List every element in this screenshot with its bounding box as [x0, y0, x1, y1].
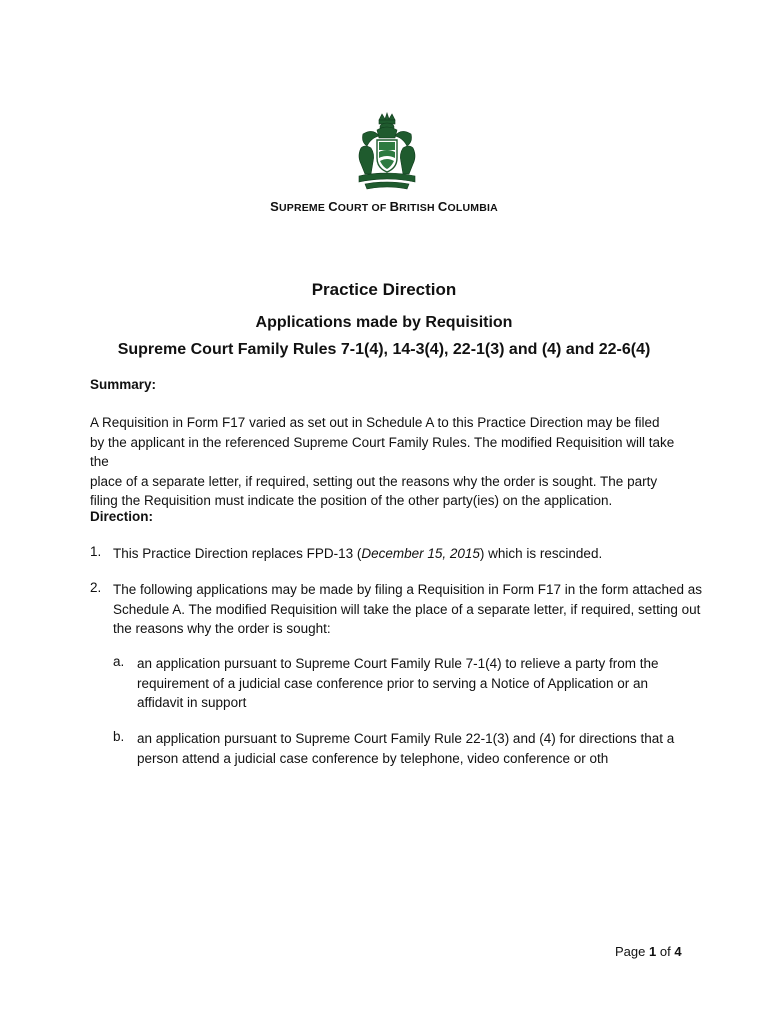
direction-heading: Direction: [90, 509, 154, 524]
summary-line: by the applicant in the referenced Supreme Court Family Rules. The modified Requisition will take the [90, 434, 675, 469]
sublist-item: an application pursuant to Supreme Court Family Rule 7-1(4) to relieve a party from the requirement of a judicial case conference prior to serving a Notice of Application or an affidavit in support [137, 656, 659, 710]
summary-heading: Summary: [90, 377, 157, 392]
document-subtitle: Applications made by Requisition [255, 314, 513, 331]
sublist-label: b. [113, 729, 125, 744]
list-number: 2. [90, 580, 102, 595]
summary-line: place of a separate letter, if required, setting out the reasons why the order is sought. The party [90, 473, 658, 489]
sublist-label: a. [113, 654, 125, 669]
royal-coat-of-arms-icon [349, 112, 425, 192]
page-number: Page 1 of 4 [615, 944, 682, 959]
list-number: 1. [90, 544, 102, 559]
list-item: The following applications may be made by filing a Requisition in Form F17 in the form attached as Schedule A. The modified Requisition will take the place of a separate letter, if required, setting out the reasons why the order is sought: [113, 582, 703, 636]
summary-line: filing the Requisition must indicate the position of the other party(ies) on the application. [90, 493, 613, 508]
court-name: SUPREME COURT OF BRITISH COLUMBIA [270, 199, 498, 214]
document-title: Practice Direction [311, 280, 457, 299]
summary-line: A Requisition in Form F17 varied as set out in Schedule A to this Practice Direction may be filed [90, 415, 660, 430]
summary-paragraph [90, 413, 690, 511]
date-text: December 15, 2015 [361, 546, 480, 561]
list-item: This Practice Direction replaces FPD-13 (December 15, 2015) which is rescinded. [113, 546, 603, 561]
document-rules-subtitle: Supreme Court Family Rules 7-1(4), 14-3(4), 22-1(3) and (4) and 22-6(4) [117, 341, 651, 358]
sublist-item: an application pursuant to Supreme Court Family Rule 22-1(3) and (4) for directions that a person attend a judicial case conference by telephone, video conference or oth [137, 731, 675, 766]
